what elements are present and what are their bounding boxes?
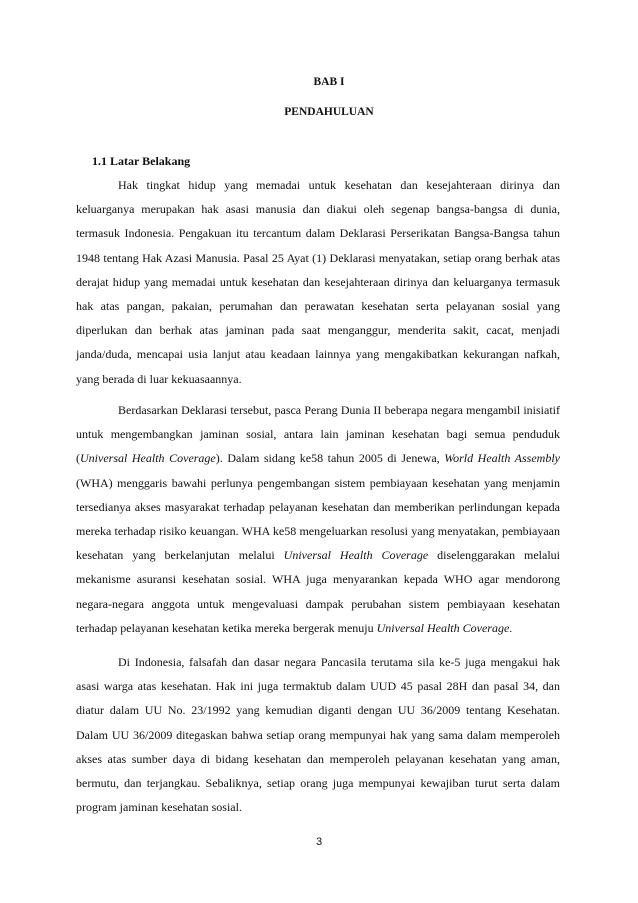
- paragraph-3: Di Indonesia, falsafah dan dasar negara Pancasila terutama sila ke-5 juga mengakui hak asasi warga atas kesehatan. Hak ini juga termaktub dalam UUD 45 pasal 28H dan pasal 34, dan diatur dalam UU No. 23/1992 yang kemudian diganti dengan UU 36/2009 tentang Kesehatan. Dalam UU 36/2009 ditegaskan bahwa setiap orang mempunyai hak yang sama dalam memperoleh akses atas sumber daya di bidang kesehatan dan memperoleh pelayanan kesehatan yang aman, bermutu, dan terjangkau. Sebaliknya, setiap orang juga mempunyai kewajiban turut serta dalam program jaminan kesehatan sosial.: [76, 655, 560, 815]
- paragraph-1: Hak tingkat hidup yang memadai untuk kesehatan dan kesejahteraan dirinya dan keluarganya merupakan hak asasi manusia dan diakui oleh segenap bangsa-bangsa di dunia, termasuk Indonesia. Pengakuan itu tercantum dalam Deklarasi Perserikatan Bangsa-Bangsa tahun 1948 tentang Hak Azasi Manusia. Pasal 25 Ayat (1) Deklarasi menyatakan, setiap orang berhak atas derajat hidup yang memadai untuk kesehatan dan kesejahteraan dirinya dan keluarganya termasuk hak atas pangan, pakaian, perumahan dan perawatan kesehatan serta pelayanan sosial yang diperlukan dan berhak atas jaminan pada saat menganggur, menderita sakit, cacat, menjadi janda/duda, mencapai usia lanjut atau keadaan lainnya yang mengakibatkan kekurangan nafkah, yang berada di luar kekuasaannya.: [76, 178, 560, 386]
- section-heading: 1.1 Latar Belakang: [92, 154, 191, 168]
- italic-term: Universal Health Coverage: [283, 548, 429, 563]
- paragraph-2-block: [76, 398, 560, 640]
- paragraph-2-text: (WHA) menggaris bawahi perlunya pengembangan sistem pembiayaan kesehatan yang menjamin tersedianya akses masyarakat terhadap pelayanan kesehatan dan memberikan perlindungan kepada mereka terhadap risiko keuangan. WHA ke58 mengeluarkan resolusi yang menyatakan, pembiayaan kesehatan yang berkelanjutan melalui: [76, 475, 560, 563]
- italic-term: World Health Assembly: [444, 451, 560, 466]
- paragraph-2-text: diselenggarakan melalui mekanisme asuransi kesehatan sosial. WHA juga menyarankan kepada WHO agar mendorong negara-negara anggota untuk mengevaluasi dampak perubahan sistem pembiayaan kesehatan terhadap pelayanan kesehatan ketika mereka bergerak menuju: [76, 548, 561, 635]
- paragraph-1-block: [76, 173, 560, 391]
- paragraph-2-text: .: [509, 620, 513, 635]
- paragraph-2: [76, 398, 560, 640]
- chapter-number: BAB I: [313, 76, 345, 88]
- paragraph-2-text: ). Dalam sidang ke58 tahun 2005 di Jenewa,: [215, 451, 445, 466]
- page-number: 3: [315, 836, 323, 848]
- italic-term: Universal Health Coverage: [376, 620, 510, 635]
- paragraph-3-block: [76, 650, 560, 819]
- italic-term: Universal Health Coverage: [80, 451, 216, 466]
- chapter-title: PENDAHULUAN: [284, 106, 374, 118]
- paragraph-2-text: Berdasarkan Deklarasi tersebut, pasca Perang Dunia II beberapa negara mengambil inisiatif untuk mengembangkan jaminan sosial, antara lain jaminan kesehatan bagi semua penduduk (: [76, 403, 560, 466]
